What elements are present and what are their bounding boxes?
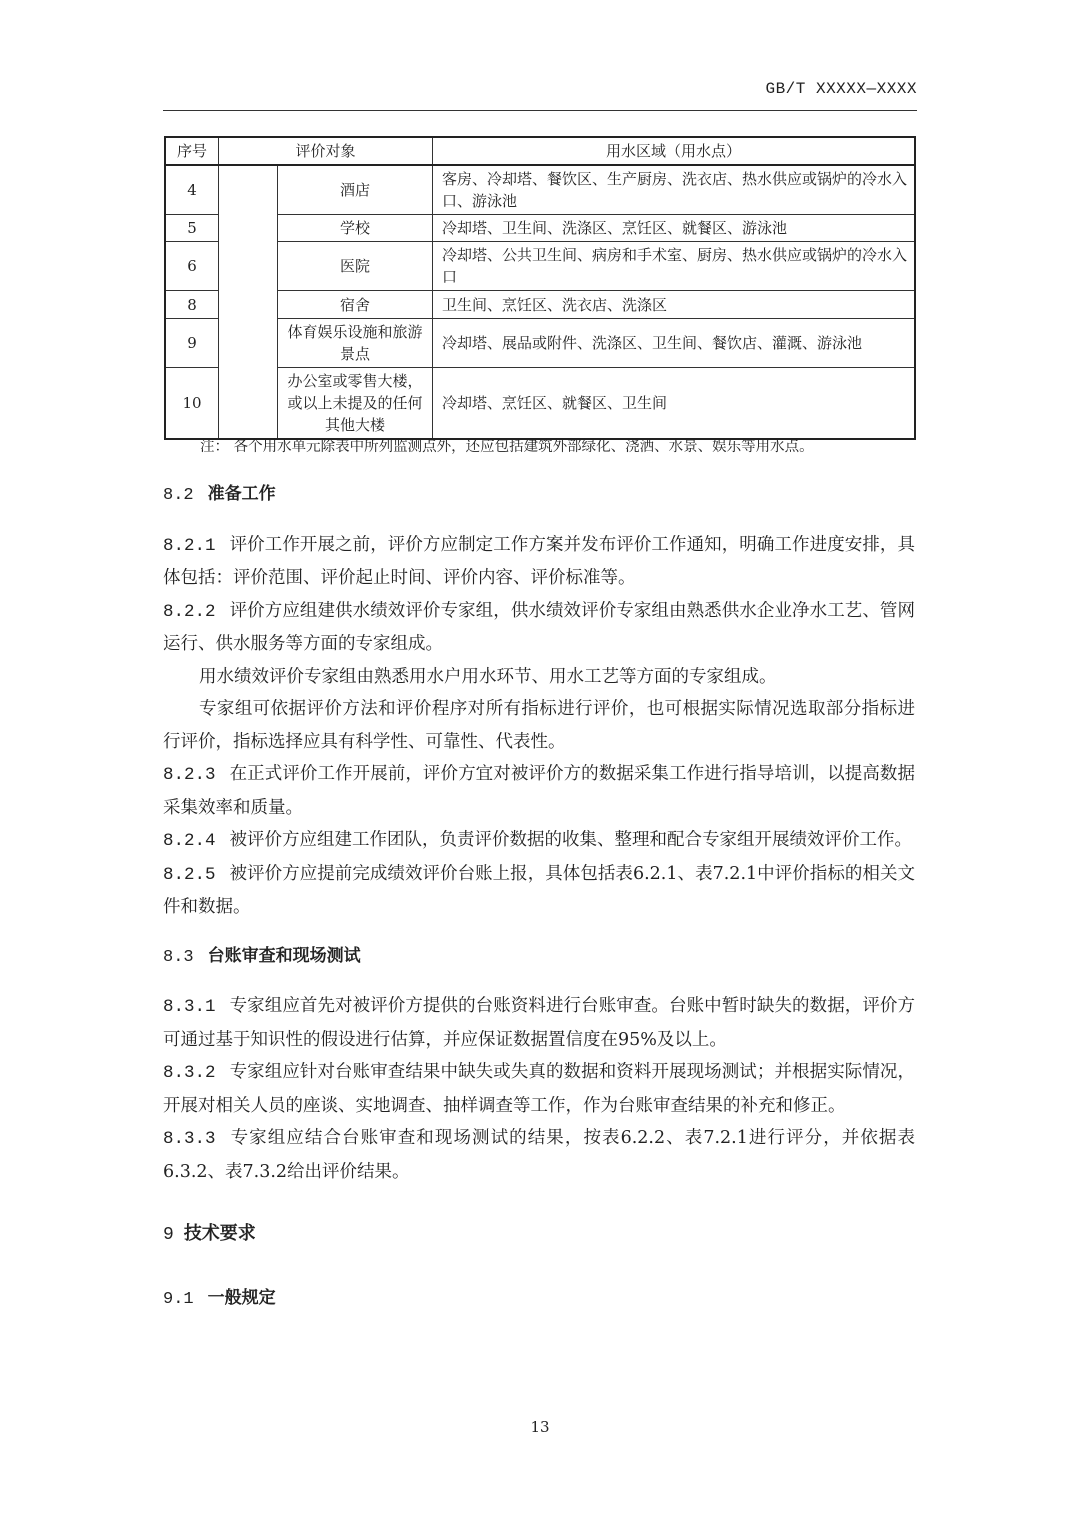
header-rule	[163, 110, 917, 111]
header-object: 评价对象	[219, 137, 433, 165]
table-note: 注： 各个用水单元除表中所列监测点外，还应包括建筑外部绿化、浇洒、水景、娱乐等用水点。	[200, 439, 814, 455]
cell-area: 冷却塔、公共卫生间、病房和手术室、厨房、热水供应或锅炉的冷水入口	[433, 242, 916, 291]
clause-8-2-2: 8.2.2 评价方应组建供水绩效评价专家组，供水绩效评价专家组由熟悉供水企业净水工艺、管网运行、供水服务等方面的专家组成。	[163, 600, 915, 654]
section-heading-9: 9 技术要求	[163, 1223, 256, 1245]
cell-no: 5	[165, 215, 219, 242]
cell-no: 8	[165, 291, 219, 319]
table-row	[165, 215, 915, 242]
document-code: GB/T XXXXX—XXXX	[765, 80, 917, 98]
section-heading-8-2: 8.2 准备工作	[163, 484, 276, 505]
header-no: 序号	[165, 137, 219, 165]
section-heading-9-1: 9.1 一般规定	[163, 1287, 276, 1309]
clause-8-3-3: 8.3.3 专家组应结合台账审查和现场测试的结果，按表6.2.2、表7.2.1进行评分，并依据表6.3.2、表7.3.2给出评价结果。	[163, 1128, 915, 1182]
cell-area: 客房、冷却塔、餐饮区、生产厨房、洗衣店、热水供应或锅炉的冷水入口、游泳池	[433, 165, 916, 215]
clause-8-3-1: 8.3.1 专家组应首先对被评价方提供的台账资料进行台账审查。台账中暂时缺失的数据，评价方可通过基于知识性的假设进行估算，并应保证数据置信度在95%及以上。	[163, 996, 915, 1050]
table-row	[165, 319, 915, 368]
cell-area: 卫生间、烹饪区、洗衣店、洗涤区	[433, 291, 916, 319]
cell-object: 酒店	[278, 165, 433, 215]
clause-8-2-1: 8.2.1 评价工作开展之前，评价方应制定工作方案并发布评价工作通知，明确工作进度安排，具体包括：评价范围、评价起止时间、评价内容、评价标准等。	[163, 534, 915, 588]
table-row	[165, 242, 915, 291]
table-row	[165, 165, 915, 215]
cell-no: 4	[165, 165, 219, 215]
table-row	[165, 291, 915, 319]
cell-object: 宿舍	[278, 291, 433, 319]
cell-no: 10	[165, 368, 219, 440]
clause-8-2-3: 8.2.3 在正式评价工作开展前，评价方宜对被评价方的数据采集工作进行指导培训，以提高数据采集效率和质量。	[163, 764, 915, 818]
clause-8-2-4: 8.2.4 被评价方应组建工作团队，负责评价数据的收集、整理和配合专家组开展绩效评价工作。	[163, 830, 913, 851]
cell-merged-category	[219, 165, 278, 439]
cell-object: 办公室或零售大楼，或以上未提及的任何其他大楼	[278, 368, 433, 440]
cell-object: 医院	[278, 242, 433, 291]
water-use-table	[164, 136, 916, 440]
clause-8-3-2: 8.3.2 专家组应针对台账审查结果中缺失或失真的数据和资料开展现场测试；并根据实际情况，开展对相关人员的座谈、实地调查、抽样调查等工作，作为台账审查结果的补充和修正。	[163, 1062, 915, 1116]
section-heading-8-3: 8.3 台账审查和现场测试	[163, 945, 361, 967]
cell-no: 6	[165, 242, 219, 291]
cell-area: 冷却塔、卫生间、洗涤区、烹饪区、就餐区、游泳池	[433, 215, 916, 242]
paragraph: 专家组可依据评价方法和评价程序对所有指标进行评价，也可根据实际情况选取部分指标进行评价，指标选择应具有科学性、可靠性、代表性。	[163, 699, 915, 752]
clause-8-2-5: 8.2.5 被评价方应提前完成绩效评价台账上报，具体包括表6.2.1、表7.2.1中评价指标的相关文件和数据。	[163, 863, 915, 917]
table-row	[165, 368, 915, 440]
cell-object: 学校	[278, 215, 433, 242]
cell-no: 9	[165, 319, 219, 368]
cell-object: 体育娱乐设施和旅游景点	[278, 319, 433, 368]
header-area: 用水区域（用水点）	[433, 137, 916, 165]
cell-area: 冷却塔、展品或附件、洗涤区、卫生间、餐饮店、灌溉、游泳池	[433, 319, 916, 368]
table-header-row	[165, 137, 915, 165]
body-content	[163, 478, 915, 1332]
page-number: 13	[530, 1418, 550, 1436]
paragraph: 用水绩效评价专家组由熟悉用水户用水环节、用水工艺等方面的专家组成。	[199, 666, 777, 687]
cell-area: 冷却塔、烹饪区、就餐区、卫生间	[433, 368, 916, 440]
